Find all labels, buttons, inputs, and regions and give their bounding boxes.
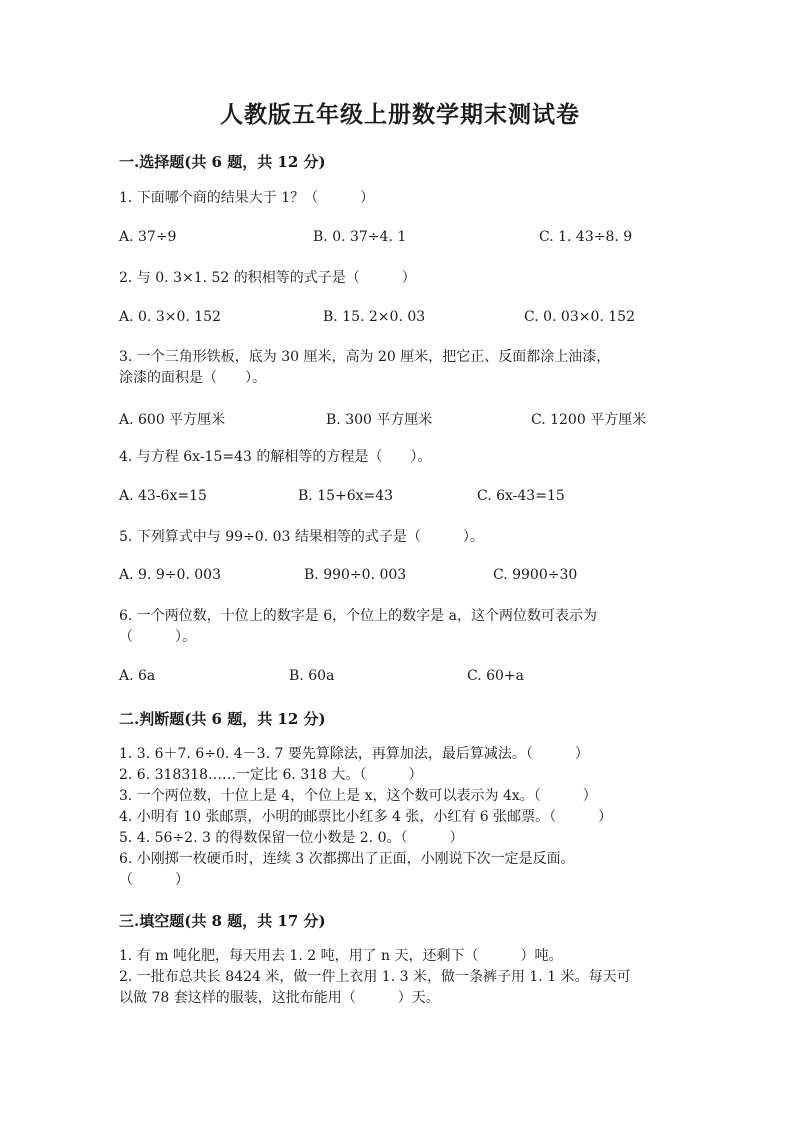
option-a: A. 0. 3×0. 152: [119, 309, 221, 325]
judge-item: 3. 一个两位数，十位上是 4，个位上是 x，这个数可以表示为 4x。（ ）: [119, 788, 597, 804]
option-b: B. 15+6x=43: [298, 488, 394, 504]
question-text: 4. 与方程 6x-15=43 的解相等的方程是（ ）。: [119, 449, 432, 465]
judge-item-line1: 6. 小刚掷一枚硬币时，连续 3 次都掷出了正面，小刚说下次一定是反面。: [119, 851, 575, 867]
judge-list: [119, 744, 679, 891]
judge-item: 5. 4. 56÷2. 3 的得数保留一位小数是 2. 0。（ ）: [119, 830, 464, 846]
question-text-line1: 6. 一个两位数，十位上的数字是 6，个位上的数字是 a，这个两位数可表示为: [119, 608, 597, 624]
option-b: B. 300 平方厘米: [326, 412, 433, 428]
question-text-line1: 3. 一个三角形铁板，底为 30 厘米，高为 20 厘米，把它正、反面都涂上油漆，: [119, 349, 611, 365]
question-text: 5. 下列算式中与 99÷0. 03 结果相等的式子是（ ）。: [119, 529, 484, 545]
question-text-line2: （ ）。: [119, 629, 196, 645]
option-a: A. 9. 9÷0. 003: [119, 567, 221, 583]
option-a: A. 43-6x=15: [119, 488, 207, 504]
option-a: A. 6a: [119, 668, 156, 684]
option-a: A. 600 平方厘米: [119, 412, 226, 428]
fill-item: 1. 有 m 吨化肥，每天用去 1. 2 吨，用了 n 天，还剩下（ ）吨。: [119, 948, 563, 964]
option-c: C. 1200 平方厘米: [531, 412, 647, 428]
fill-item-line2: 以做 78 套这样的服装，这批布能用（ ）天。: [119, 990, 440, 1006]
option-b: B. 0. 37÷4. 1: [313, 229, 407, 245]
judge-item: 4. 小明有 10 张邮票，小明的邮票比小红多 4 张，小红有 6 张邮票。（ ）: [119, 809, 613, 825]
option-b: B. 15. 2×0. 03: [323, 309, 426, 325]
question-text: 1. 下面哪个商的结果大于 1？（ ）: [119, 190, 375, 206]
fill-list: [119, 946, 679, 1009]
option-c: C. 0. 03×0. 152: [524, 309, 635, 325]
judge-item: 1. 3. 6＋7. 6÷0. 4－3. 7 要先算除法，再算加法，最后算减法。（ ）: [119, 746, 589, 762]
option-b: B. 990÷0. 003: [304, 567, 407, 583]
judge-item-line2: （ ）: [119, 872, 189, 888]
question-text: 2. 与 0. 3×1. 52 的积相等的式子是（ ）: [119, 270, 416, 286]
section-heading-fill: 三.填空题(共 8 题，共 17 分): [119, 912, 326, 930]
question-text-line2: 涂漆的面积是（ ）。: [119, 370, 266, 386]
option-a: A. 37÷9: [119, 229, 177, 245]
option-b: B. 60a: [289, 668, 335, 684]
option-c: C. 1. 43÷8. 9: [539, 229, 633, 245]
page-title: 人教版五年级上册数学期末测试卷: [220, 101, 580, 128]
section-heading-choice: 一.选择题(共 6 题，共 12 分): [119, 153, 326, 171]
option-c: C. 60+a: [467, 668, 525, 684]
section-heading-judge: 二.判断题(共 6 题，共 12 分): [119, 710, 326, 728]
fill-item-line1: 2. 一批布总共长 8424 米，做一件上衣用 1. 3 米，做一条裤子用 1. 1 米。每天可: [119, 969, 631, 985]
option-c: C. 6x-43=15: [477, 488, 565, 504]
judge-item: 2. 6. 318318……一定比 6. 318 大。（ ）: [119, 767, 423, 783]
option-c: C. 9900÷30: [493, 567, 578, 583]
